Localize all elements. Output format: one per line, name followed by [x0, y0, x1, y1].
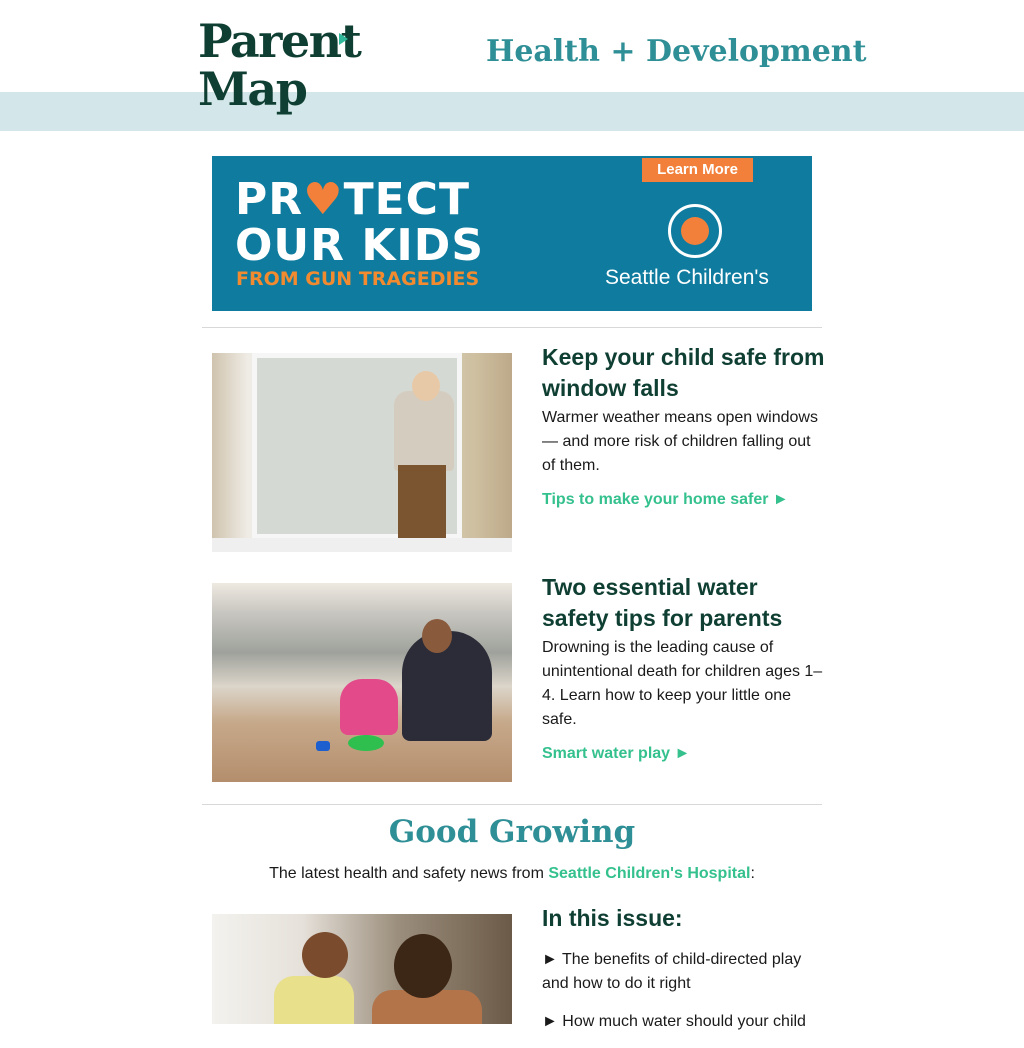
logo-line2: Map [198, 62, 307, 116]
article-summary: Drowning is the leading cause of unintentional death for children ages 1–4. Learn how to keep your little one safe. [542, 639, 823, 728]
article-water-safety [542, 572, 827, 766]
learn-more-button[interactable]: Learn More [642, 158, 753, 182]
article-title[interactable]: Two essential water safety tips for parents [542, 574, 783, 631]
section-title: Health + Development [486, 34, 867, 69]
logo-flag-icon [339, 33, 348, 45]
banner-subline: FROM GUN TRAGEDIES [236, 268, 480, 290]
logo-line1: Parent [198, 14, 361, 68]
article-summary: Warmer weather means open windows — and more risk of children falling out of them. [542, 409, 818, 474]
header-band [0, 92, 1024, 131]
divider [202, 327, 822, 328]
window-falls-image[interactable] [212, 353, 512, 552]
issue-list [542, 948, 827, 1034]
good-growing-title: Good Growing [388, 814, 636, 850]
divider [202, 804, 822, 805]
parentmap-logo[interactable] [198, 14, 361, 116]
heart-icon: ♥ [303, 174, 344, 225]
seattle-childrens-logo-icon [668, 204, 722, 258]
seattle-childrens-link[interactable]: Seattle Children's Hospital [548, 865, 751, 882]
issue-item[interactable]: ► How much water should your child [542, 1013, 806, 1030]
ad-banner[interactable] [212, 156, 812, 311]
article-window-falls [542, 342, 827, 512]
in-this-issue [542, 903, 827, 1048]
banner-headline-line1: PR♥TECT [235, 174, 470, 225]
good-growing-intro: The latest health and safety news from Seattle Children's Hospital: [269, 865, 755, 882]
child-play-image[interactable] [212, 914, 512, 1024]
article-title[interactable]: Keep your child safe from window falls [542, 344, 825, 401]
home-safety-tips-link[interactable]: Tips to make your home safer ► [542, 491, 789, 508]
smart-water-play-link[interactable]: Smart water play ► [542, 745, 691, 762]
sponsor-name: Seattle Children's [605, 266, 769, 289]
water-safety-image[interactable] [212, 583, 512, 782]
banner-headline-line2: OUR KIDS [235, 220, 485, 271]
issue-item[interactable]: ► The benefits of child-directed play and how to do it right [542, 951, 802, 992]
in-this-issue-heading: In this issue: [542, 905, 683, 931]
